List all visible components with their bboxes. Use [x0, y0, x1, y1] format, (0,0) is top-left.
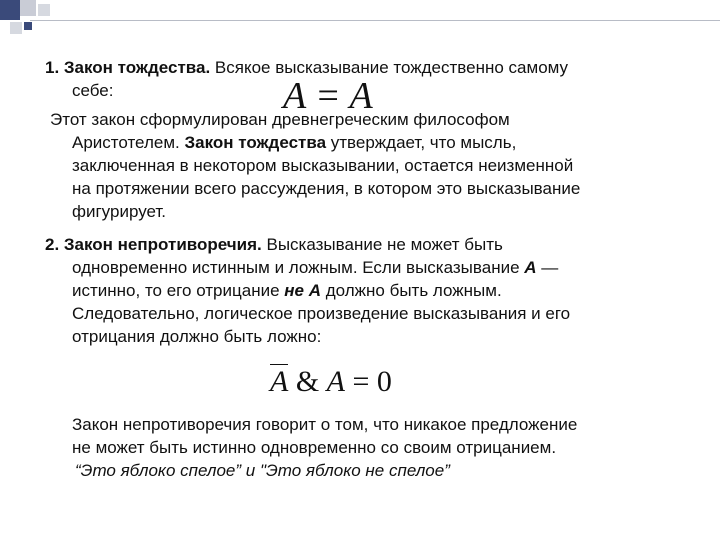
law1-line7: фигурирует.	[72, 202, 167, 221]
law2-line3-end: должно быть ложным.	[321, 281, 502, 300]
law1-line2: себе:	[72, 81, 114, 100]
decor-square-light	[20, 0, 36, 16]
law2-line5: отрицания должно быть ложно:	[72, 327, 322, 346]
law1-line4	[72, 131, 516, 154]
law2-line2-start: одновременно истинным и ложным. Если высказывание	[72, 258, 525, 277]
law2-line1-text: Высказывание не может быть	[261, 235, 503, 254]
decor-square-dark	[0, 0, 20, 20]
law2-title: 2. Закон непротиворечия.	[45, 235, 262, 254]
law2-line3-start: истинно, то его отрицание	[72, 281, 285, 300]
formula-variable: A	[326, 365, 345, 398]
identity-formula: A = A	[283, 75, 373, 117]
law2-quotes	[75, 459, 450, 482]
negated-variable: A	[270, 365, 289, 398]
law2-line7: не может быть истинно одновременно со своим отрицанием.	[72, 438, 557, 457]
decor-square-light	[10, 22, 22, 34]
contradiction-formula	[270, 362, 392, 402]
law2-line6: Закон непротиворечия говорит о том, что никакое предложение	[72, 415, 578, 434]
law2-line3	[72, 279, 502, 302]
header-rule	[30, 20, 720, 21]
law2-line2-end: —	[536, 258, 559, 277]
law1-line4-bold: Закон тождества	[184, 133, 327, 152]
formula-result: = 0	[345, 365, 392, 398]
law2-line4: Следовательно, логическое произведение высказывания и его	[72, 304, 571, 323]
law1-line5: заключенная в некотором высказывании, остается неизменной	[72, 156, 574, 175]
law2-line3-neg: не А	[284, 281, 321, 300]
law1-line3: Этот закон сформулирован древнегреческим философом	[50, 110, 510, 129]
decor-square-light	[38, 4, 50, 16]
header-decoration	[0, 0, 720, 40]
quote-conjunction: и	[241, 461, 260, 480]
conjunction-operator: &	[288, 365, 327, 398]
law2-line2-var: А	[524, 258, 537, 277]
law1-line1-text: Всякое высказывание тождественно самому	[210, 58, 569, 77]
law1-line4-start: Аристотелем.	[72, 133, 185, 152]
law2-line1	[45, 233, 503, 256]
quote-ripe: “Это яблоко спелое”	[75, 461, 242, 480]
law1-line4-end: утверждает, что мысль,	[326, 133, 517, 152]
law1-line6: на протяжении всего рассуждения, в котором это высказывание	[72, 179, 581, 198]
decor-square-dark	[24, 22, 32, 30]
quote-not-ripe: "Это яблоко не спелое”	[259, 461, 450, 480]
law1-title: 1. Закон тождества.	[45, 58, 211, 77]
law2-line2	[72, 256, 558, 279]
